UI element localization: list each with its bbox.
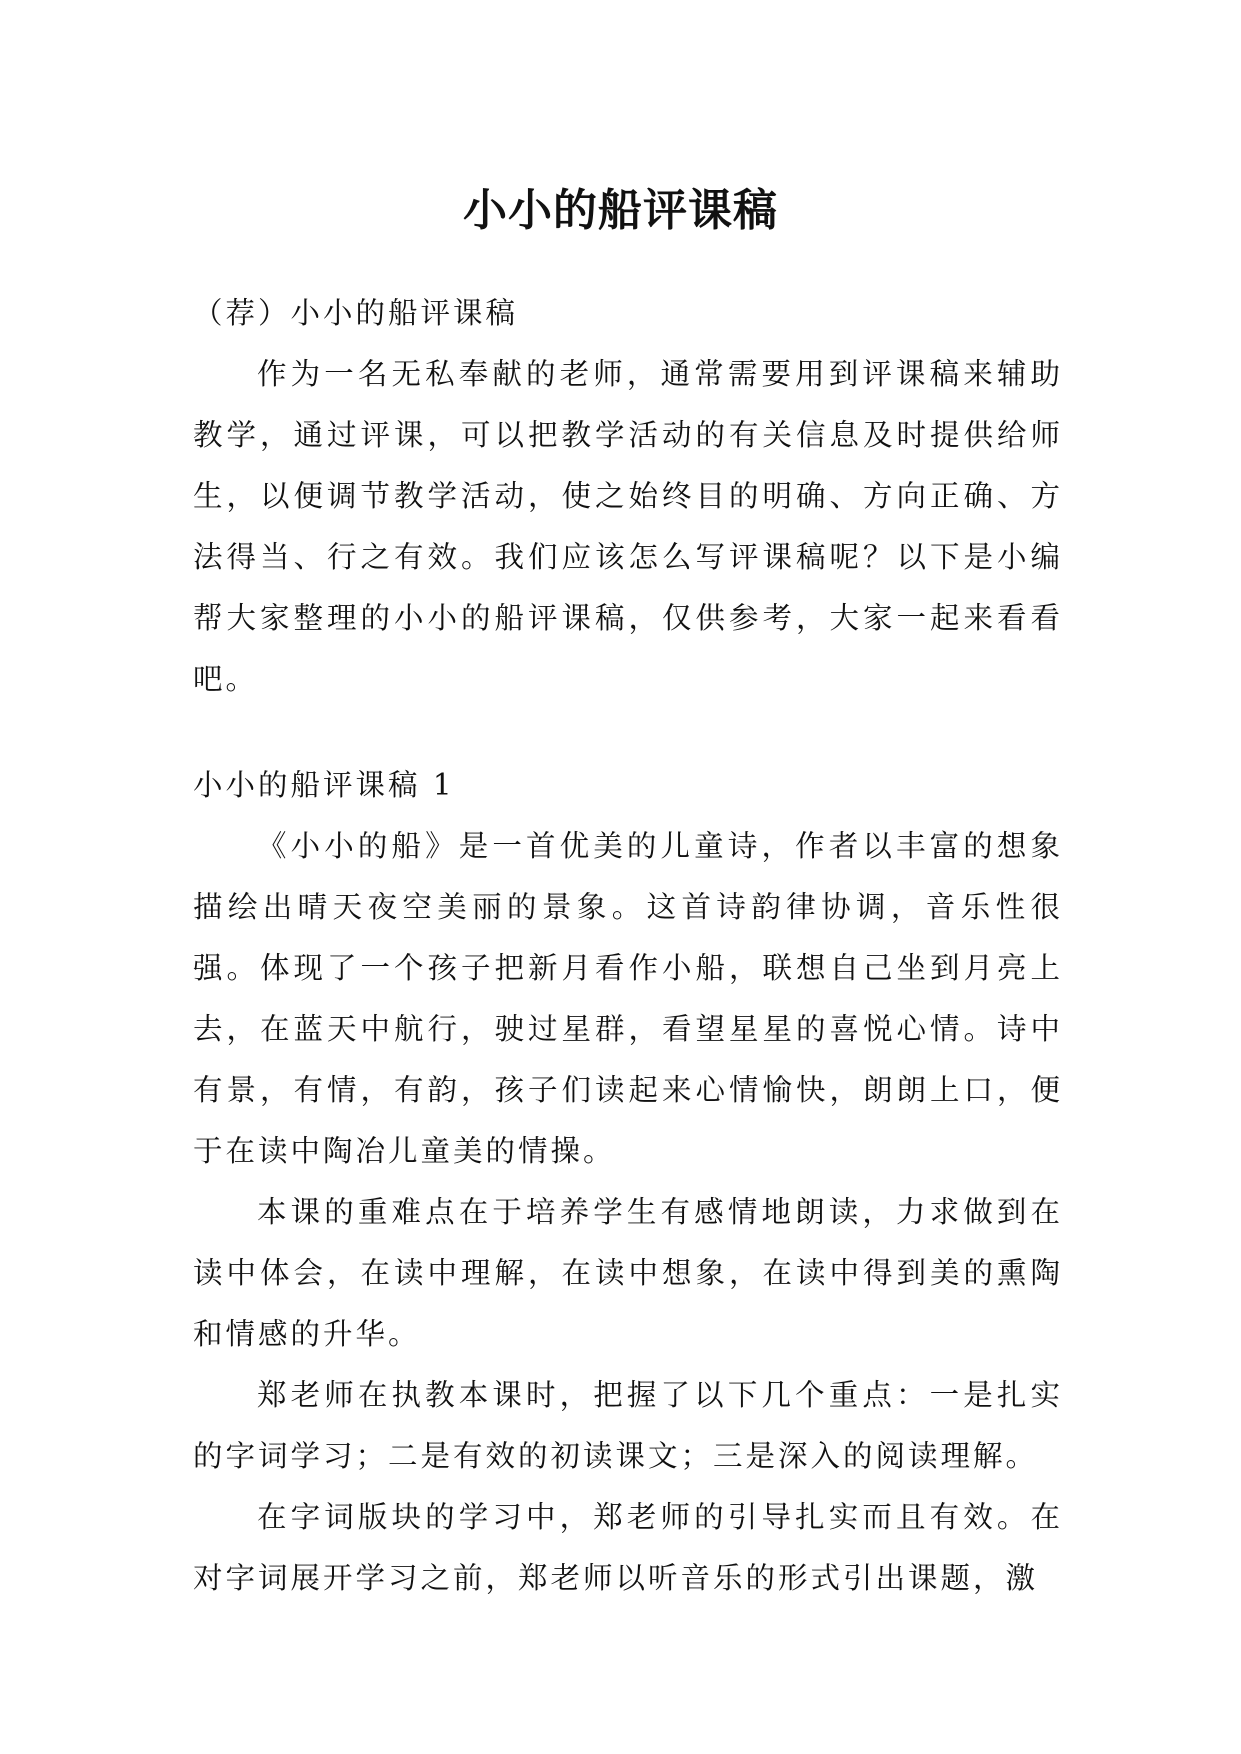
body-paragraph-3: 郑老师在执教本课时，把握了以下几个重点：一是扎实的字词学习；二是有效的初读课文；三是深入的阅读理解。: [193, 1378, 1063, 1473]
body-paragraph-4: 在字词版块的学习中，郑老师的引导扎实而且有效。在对字词展开学习之前，郑老师以听音乐的形式引出课题，激: [193, 1500, 1063, 1595]
section-heading: 小小的船评课稿 1: [193, 768, 455, 802]
document-subtitle: （荐）小小的船评课稿: [193, 296, 519, 330]
intro-block: [193, 283, 1063, 710]
body-paragraph-1: 《小小的船》是一首优美的儿童诗，作者以丰富的想象描绘出晴天夜空美丽的景象。这首诗韵律协调，音乐性很强。体现了一个孩子把新月看作小船，联想自己坐到月亮上去，在蓝天中航行，驶过星群，看望星星的喜悦心情。诗中有景，有情，有韵，孩子们读起来心情愉快，朗朗上口，便于在读中陶冶儿童美的情操。: [193, 829, 1063, 1168]
section-1: [193, 755, 1063, 1609]
document-title: 小小的船评课稿: [463, 185, 778, 237]
intro-paragraph: 作为一名无私奉献的老师，通常需要用到评课稿来辅助教学，通过评课，可以把教学活动的有关信息及时提供给师生，以便调节教学活动，使之始终目的明确、方向正确、方法得当、行之有效。我们应该怎么写评课稿呢？以下是小编帮大家整理的小小的船评课稿，仅供参考，大家一起来看看吧。: [193, 357, 1063, 696]
body-paragraph-2: 本课的重难点在于培养学生有感情地朗读，力求做到在读中体会，在读中理解，在读中想象，在读中得到美的熏陶和情感的升华。: [193, 1195, 1063, 1351]
